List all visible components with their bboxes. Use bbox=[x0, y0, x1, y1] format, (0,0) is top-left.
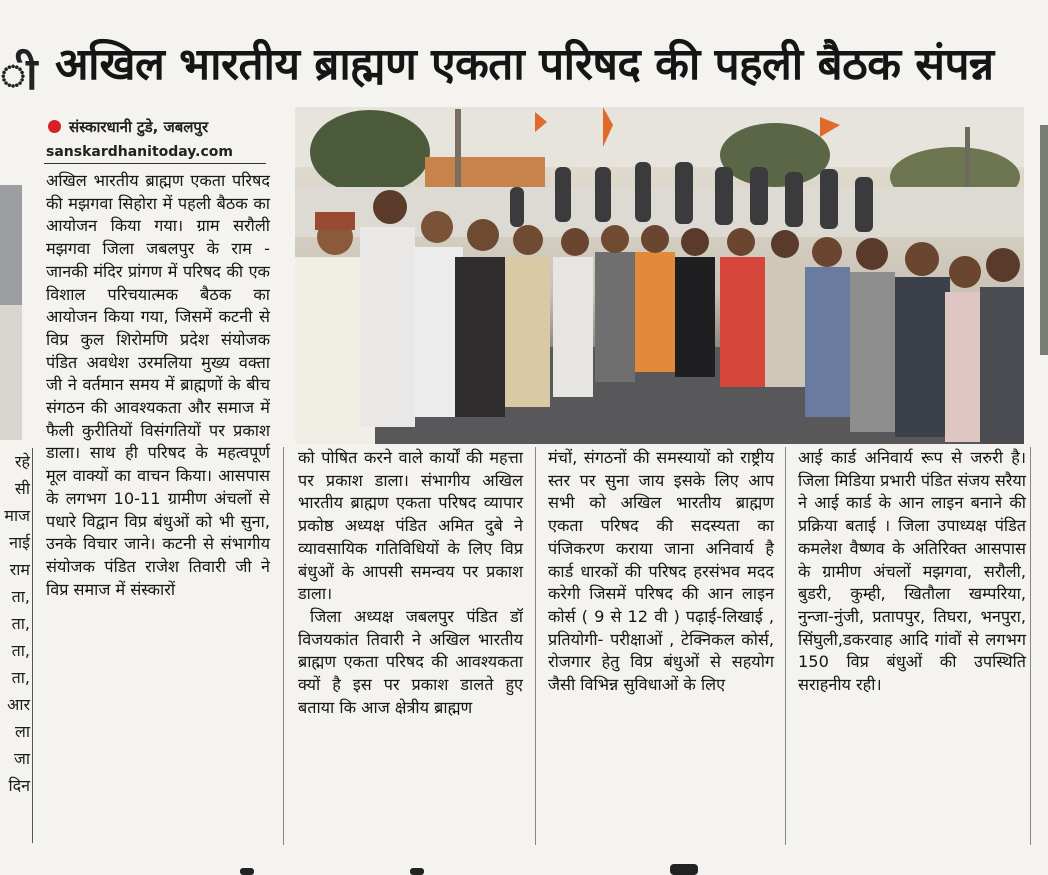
fragment: नाई bbox=[9, 533, 30, 552]
paragraph: मंचों, संगठनों की समस्यायों को राष्ट्रीय स्तर पर सुना जाय इसके लिए आप सभी को अखिल भारतीय ब्राह्मण एकता परिषद की सदस्यता का पंजिकरण कराया जाना अनिवार्य है कार्ड धारकों की परिषद हरसंभव मदद करेगी जिसमें परिषद की आन लाइन कोर्स ( 9 से 12 वी ) पढ़ाई-लिखाई , प्रतियोगी- परीक्षाओं , टेक्निकल कोर्स, रोजगार हेतु विप्र बंधुओं से सहयोग जैसी विभिन्न सुविधाओं के लिए bbox=[548, 448, 774, 695]
adjacent-article-edge: ी bbox=[0, 40, 22, 440]
article-column-2 bbox=[298, 447, 523, 847]
fragment: दिन bbox=[8, 776, 30, 795]
fragment: राम bbox=[9, 560, 30, 579]
fragment: आर bbox=[7, 695, 30, 714]
column-divider bbox=[785, 447, 786, 845]
column-divider bbox=[32, 448, 33, 843]
fragment: ता, bbox=[11, 641, 30, 660]
paragraph: अखिल भारतीय ब्राह्मण एकता परिषद की मझगवा सिहोरा में पहली बैठक का आयोजन किया गया। ग्राम सरौली मझगवा जिला जबलपुर के राम - जानकी मंदिर प्रांगण में परिषद की एक विशाल परिचयात्मक बैठक का आयोजन किया गया, जिसमें कटनी से विप्र कुल शिरोमणि प्रदेश संयोजक पंडित अवधेश उरमलिया मुख्य वक्ता जी ने वर्तमान समय में ब्राह्मणों के बीच संगठन की आवश्यकता और समाज में फैली कुरीतियों विसंगतियों पर प्रकाश डाला। साथ ही परिषद के महत्वपूर्ण मूल वाक्यों का वाचन किया। आसपास के लगभग 10-11 ग्रामीण अंचलों से पधारे विद्वान विप्र बंधुओं को भी सुना, उनके विचार जाने। कटनी से संभागीय संयोजक पंडित राजेश तिवारी जी ने विप्र समाज में संस्कारों bbox=[46, 171, 270, 599]
fragment: ता, bbox=[11, 614, 30, 633]
adjacent-column-text bbox=[0, 448, 30, 843]
paragraph: जिला अध्यक्ष जबलपुर पंडित डॉ विजयकांत तिवारी ने अखिल भारतीय ब्राह्मण एकता परिषद की आवश्यकता क्यों है इस पर प्रकाश डालते हुए बताया कि आज क्षेत्रीय ब्राह्मण bbox=[298, 606, 523, 717]
group-photo bbox=[295, 107, 1024, 444]
dateline-text: संस्कारधानी टुडे, जबलपुर bbox=[69, 118, 209, 136]
headline: अखिल भारतीय ब्राह्मण एकता परिषद की पहली बैठक संपन्न bbox=[55, 39, 994, 90]
fragment: माज bbox=[4, 506, 30, 525]
paragraph: को पोषित करने वाले कार्यों की महत्ता पर प्रकाश डाला। संभागीय अखिल भारतीय ब्राह्मण एकता परिषद व्यापार प्रकोष्ठ अध्यक्ष पंडित अमित दुबे ने व्यावसायिक गतिविधियों के लिए विप्र बंधुओं के आपसी समन्वय पर प्रकाश डाला। bbox=[298, 448, 523, 604]
divider bbox=[44, 163, 266, 164]
fragment: सी bbox=[15, 479, 30, 498]
fragment: ला bbox=[15, 722, 30, 741]
fragment: ता, bbox=[11, 668, 30, 687]
paragraph: आई कार्ड अनिवार्य रूप से जरुरी है। जिला मिडिया प्रभारी पंडित संजय सरैया ने आई कार्ड के आन लाइन बनाने की प्रक्रिया बताई । जिला उपाध्यक्ष पंडित कमलेश वैष्णव के अतिरिक्त आसपास के ग्रामीण अंचलों मझगवा, सरौली, बुडरी, कुम्ही, खितौला खम्परिया, नुन्जा-नुंजी, प्रतापपुर, तिघरा, भनपुरा, सिंघुली,डकरवाह आदि गांवों से लगभग 150 विप्र बंधुओं की उपस्थिति सराहनीय रही। bbox=[798, 448, 1026, 695]
next-article-edge bbox=[240, 862, 800, 875]
bullet-icon bbox=[48, 120, 61, 133]
column-divider bbox=[535, 447, 536, 845]
article-column-1 bbox=[46, 170, 270, 842]
fragment: रहे bbox=[14, 452, 30, 471]
fragment: ता, bbox=[11, 587, 30, 606]
fragment: जा bbox=[13, 749, 30, 768]
adjacent-article-edge bbox=[1030, 30, 1048, 875]
column-divider bbox=[283, 447, 284, 845]
article-column-3 bbox=[548, 447, 774, 847]
website-url: sanskardhanitoday.com bbox=[46, 144, 233, 160]
article-column-4 bbox=[798, 447, 1026, 847]
group-photo-graphic bbox=[295, 107, 1024, 444]
dateline bbox=[48, 117, 208, 137]
